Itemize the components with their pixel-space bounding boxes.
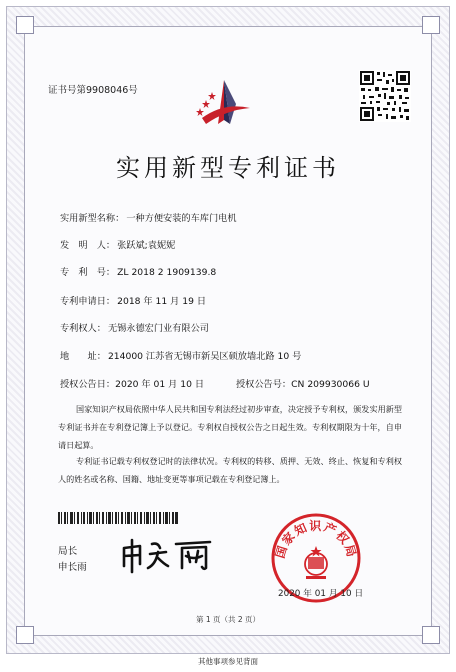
cnipa-emblem-icon (192, 74, 256, 138)
utility-model-name-value: 一种方便安装的车库门电机 (126, 213, 237, 224)
page-indicator: 第 1 页（共 2 页） (195, 615, 261, 624)
application-date-row (60, 293, 206, 307)
qr-code-icon (359, 70, 411, 122)
grant-date-row (60, 376, 204, 390)
legal-status-paragraph: 专利证书记载专利权登记时的法律状况。专利权的转移、质押、无效、终止、恢复和专利权人的姓名或名称、国籍、地址变更等事项记载在专利登记簿上。 (58, 456, 402, 484)
director-name: 申长雨 (58, 562, 87, 573)
seal-date: 2020 年 01 月 10 日 (278, 589, 364, 599)
director-title: 局长 (58, 546, 78, 557)
certificate-number: 证书号第9908046号 (48, 85, 138, 96)
patent-number-label: 专 利 号： (60, 267, 116, 278)
corner-ornament (422, 16, 440, 34)
corner-ornament (16, 626, 34, 644)
patentee-value: 无锡永德宏门业有限公司 (107, 323, 209, 334)
address-row (60, 348, 301, 362)
grant-number-value: CN 209930066 U (291, 379, 370, 390)
grant-date-value: 2020 年 01 月 10 日 (115, 379, 205, 390)
grant-number-row (236, 376, 370, 390)
certificate-title: 实用新型专利证书 (116, 154, 340, 182)
inventor-label: 发 明 人： (60, 240, 116, 251)
utility-model-name-label: 实用新型名称： (60, 213, 125, 224)
corner-ornament (422, 626, 440, 644)
application-date-label: 专利申请日： (60, 296, 116, 307)
footer-note: 其他事项参见背面 (198, 657, 258, 666)
barcode-icon (58, 512, 178, 524)
patent-number-row (60, 264, 216, 278)
inventor-value: 张跃斌;袁妮妮 (117, 240, 176, 251)
inventor-row (60, 237, 175, 251)
address-value: 214000 江苏省无锡市新吴区硕放墙北路 10 号 (107, 351, 302, 362)
patent-number-value: ZL 2018 2 1909139.8 (117, 267, 217, 278)
utility-model-name-row (60, 210, 237, 224)
grant-date-label: 授权公告日： (60, 379, 116, 390)
grant-number-label: 授权公告号： (236, 379, 292, 390)
seal-text: 国家知识产权局 (272, 519, 360, 560)
grant-statement-paragraph: 国家知识产权局依照中华人民共和国专利法经过初步审查，决定授予专利权，颁发实用新型专利证书并在专利登记簿上予以登记。专利权自授权公告之日起生效。专利权期限为十年，自申请日起算。 (58, 404, 402, 450)
application-date-value: 2018 年 11 月 19 日 (117, 296, 207, 307)
patentee-label: 专利权人： (60, 323, 106, 334)
corner-ornament (16, 16, 34, 34)
address-label: 地 址： (60, 351, 106, 362)
patentee-row (60, 320, 209, 334)
director-block (58, 544, 87, 576)
director-signature (118, 534, 218, 574)
